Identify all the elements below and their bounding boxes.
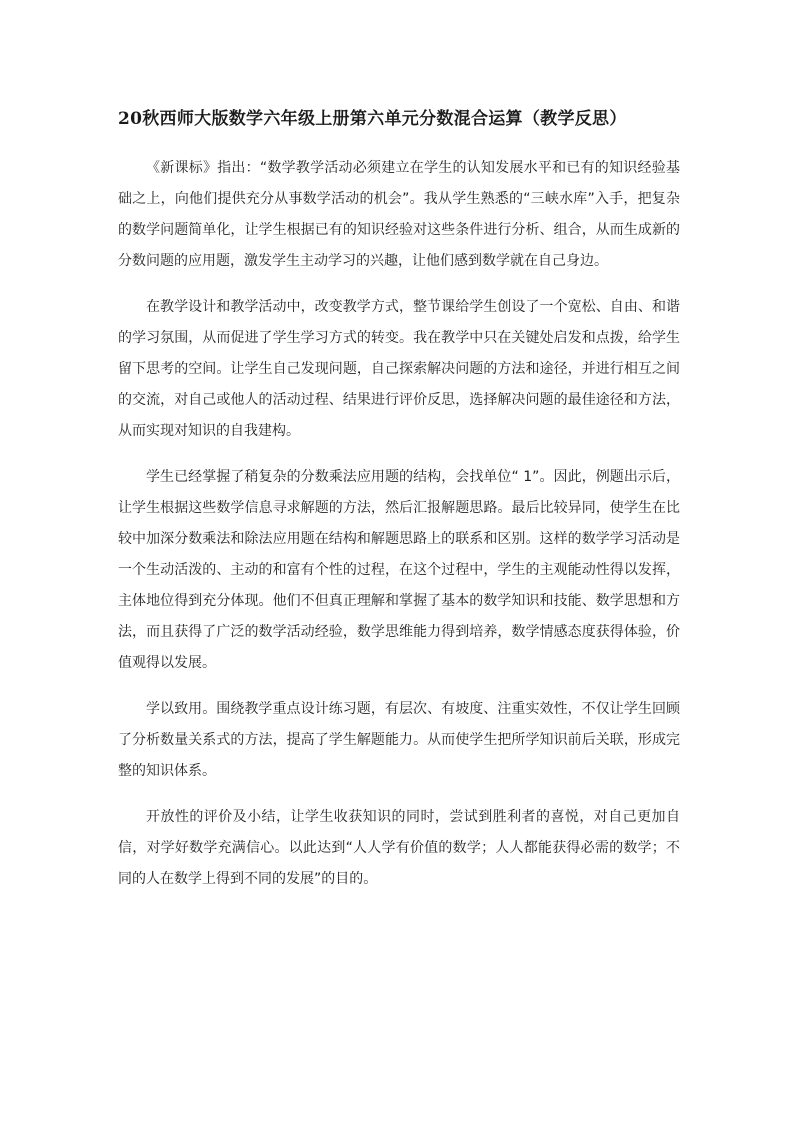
paragraph-3: 学生已经掌握了稍复杂的分数乘法应用题的结构，会找单位“ 1”。因此，例题出示后，让学生根据这些数学信息寻求解题的方法，然后汇报解题思路。最后比较异同，使学生在比较中加深分数乘法和除法应用题在结构和解题思路上的联系和区别。这样的数学学习活动是一个生动活泼的、主动的和富有个性的过程，在这个过程中，学生的主观能动性得以发挥，主体地位得到充分体现。他们不但真正理解和掌握了基本的数学知识和技能、数学思想和方法，而且获得了广泛的数学活动经验，数学思维能力得到培养，数学情感态度获得体验，价值观得以发展。 — [118, 469, 680, 671]
document-title: 20秋西师大版数学六年级上册第六单元分数混合运算（教学反思） — [118, 109, 627, 129]
document-body — [118, 153, 680, 910]
paragraph-1: 《新课标》指出：“数学教学活动必须建立在学生的认知发展水平和已有的知识经验基础之上，向他们提供充分从事数学活动的机会”。我从学生熟悉的“三峡水库”入手，把复杂的数学问题简单化，让学生根据已有的知识经验对这些条件进行分析、组合，从而生成新的分数问题的应用题，激发学生主动学习的兴趣，让他们感到数学就在自己身边。 — [118, 160, 680, 269]
paragraph-5: 开放性的评价及小结，让学生收获知识的同时，尝试到胜利者的喜悦，对自己更加自信，对学好数学充满信心。以此达到“人人学有价值的数学；人人都能获得必需的数学；不同的人在数学上得到不同的发展”的目的。 — [118, 809, 680, 887]
paragraph-4: 学以致用。围绕教学重点设计练习题，有层次、有坡度、注重实效性，不仅让学生回顾了分析数量关系式的方法，提高了学生解题能力。从而使学生把所学知识前后关联，形成完整的知识体系。 — [118, 701, 680, 779]
paragraph-2: 在教学设计和教学活动中，改变教学方式，整节课给学生创设了一个宽松、自由、和谐的学习氛围，从而促进了学生学习方式的转变。我在教学中只在关键处启发和点拨，给学生留下思考的空间。让学生自己发现问题，自己探索解决问题的方法和途径，并进行相互之间的交流，对自己或他人的活动过程、结果进行评价反思，选择解决问题的最佳途径和方法，从而实现对知识的自我建构。 — [118, 299, 680, 439]
